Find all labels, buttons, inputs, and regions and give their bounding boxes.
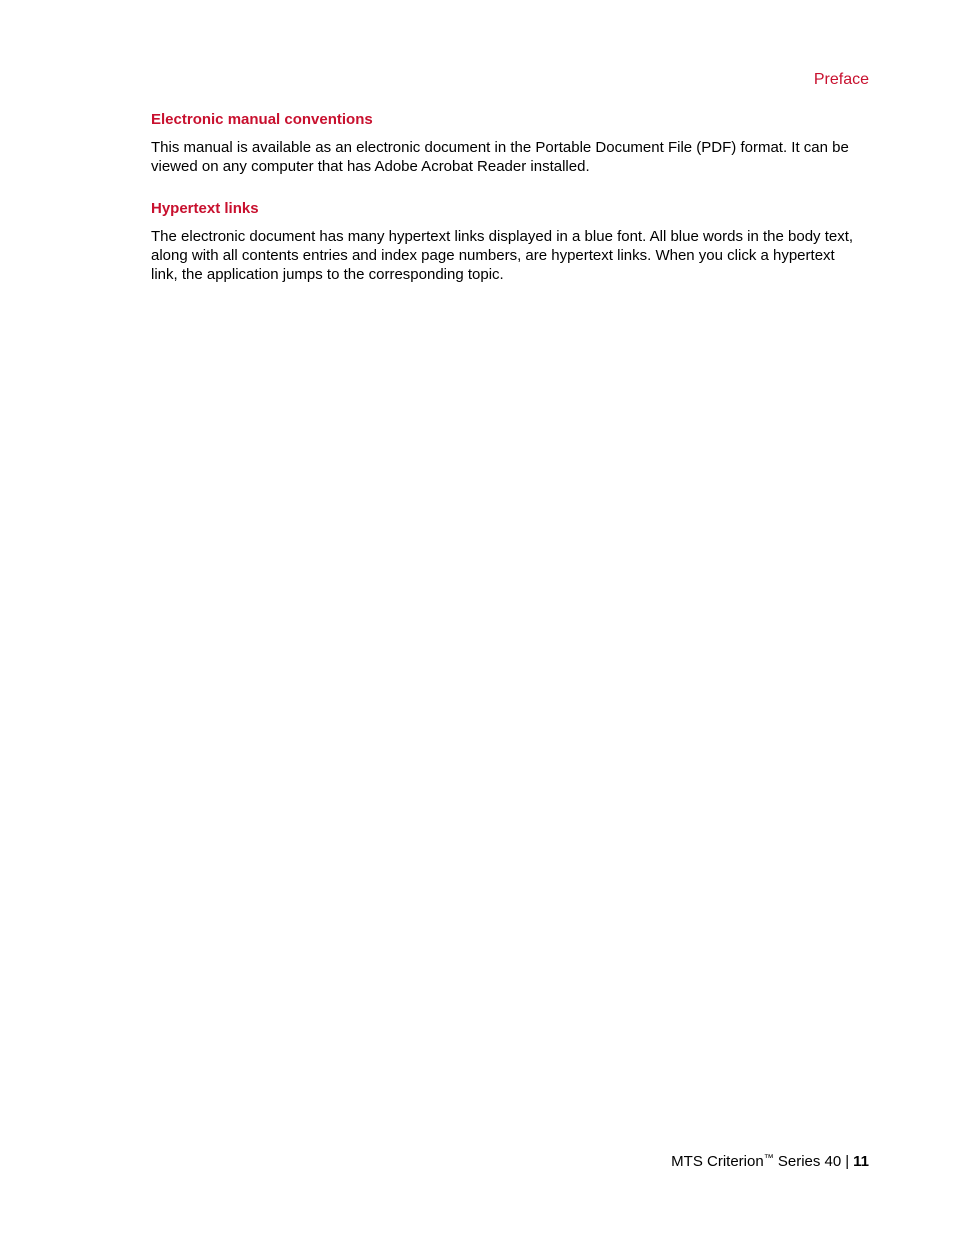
page-number: 11 <box>853 1153 869 1170</box>
footer-series: Series 40 <box>777 1153 842 1170</box>
section-hypertext-links <box>151 199 873 284</box>
running-head: Preface <box>813 71 869 88</box>
footer-separator: | <box>845 1153 850 1170</box>
section-heading: Electronic manual conventions <box>151 111 373 128</box>
section-electronic-manual-conventions <box>151 110 873 176</box>
page-footer <box>671 1149 869 1171</box>
section-heading: Hypertext links <box>151 200 259 217</box>
section-body: The electronic document has many hypertext links displayed in a blue font. All blue words in the body text, along with all contents entries and index page numbers, are hypertext links. When you click a hypertext link, the application jumps to the corresponding topic. <box>151 228 854 283</box>
trademark-symbol: ™ <box>763 1153 774 1164</box>
footer-product-name: MTS Criterion <box>671 1153 764 1170</box>
section-body: This manual is available as an electronic document in the Portable Document File (PDF) format. It can be viewed on any computer that has Adobe Acrobat Reader installed. <box>151 139 849 175</box>
page-content <box>151 110 873 284</box>
